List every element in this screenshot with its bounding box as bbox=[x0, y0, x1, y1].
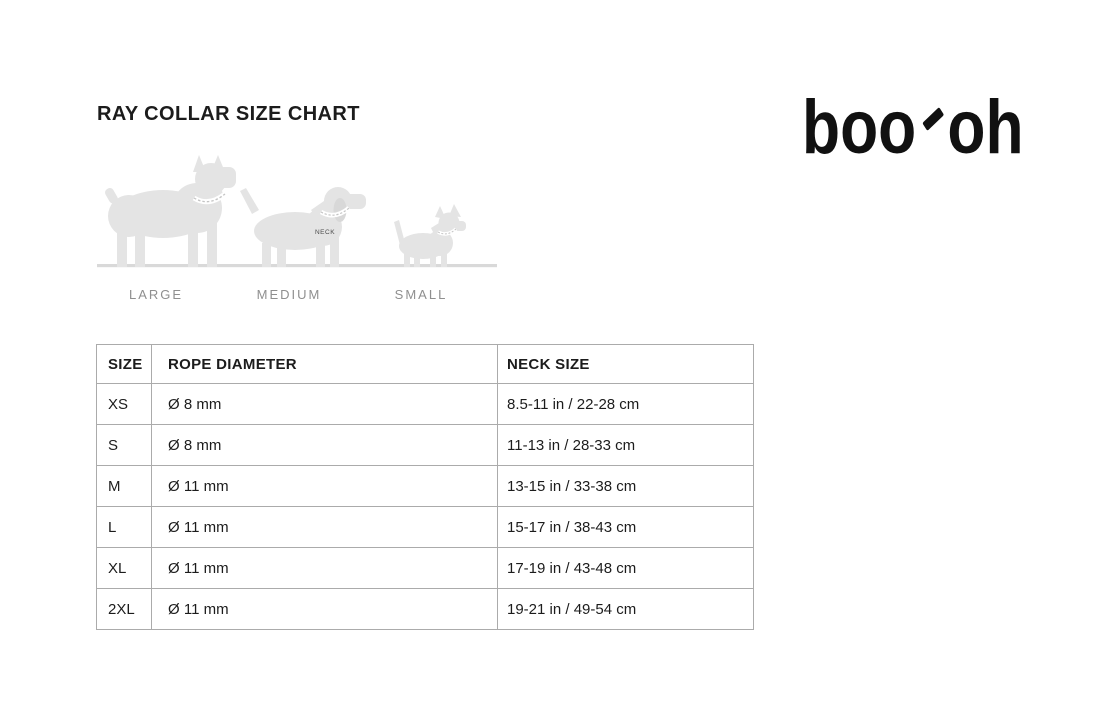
header-rope-diameter: ROPE DIAMETER bbox=[152, 345, 498, 384]
rope-diameter-cell: Ø 11 mm bbox=[152, 466, 498, 507]
size-cell: M bbox=[97, 466, 152, 507]
size-cell: XL bbox=[97, 548, 152, 589]
table-row bbox=[97, 548, 754, 589]
size-cell: XS bbox=[97, 384, 152, 425]
neck-size-cell: 17-19 in / 43-48 cm bbox=[498, 548, 754, 589]
label-small: SMALL bbox=[394, 287, 448, 302]
header-neck-size: NECK SIZE bbox=[498, 345, 754, 384]
label-medium: MEDIUM bbox=[256, 287, 322, 302]
size-cell: L bbox=[97, 507, 152, 548]
neck-size-cell: 8.5-11 in / 22-28 cm bbox=[498, 384, 754, 425]
table-header-row bbox=[97, 345, 754, 384]
neck-size-cell: 19-21 in / 49-54 cm bbox=[498, 589, 754, 630]
table-row bbox=[97, 425, 754, 466]
neck-size-cell: 11-13 in / 28-33 cm bbox=[498, 425, 754, 466]
table-row bbox=[97, 589, 754, 630]
small-dog-icon bbox=[394, 204, 466, 267]
size-cell: S bbox=[97, 425, 152, 466]
logo-accent-mark-icon bbox=[923, 107, 945, 131]
size-chart-table bbox=[96, 344, 754, 630]
ground-line bbox=[97, 264, 497, 267]
rope-diameter-cell: Ø 11 mm bbox=[152, 589, 498, 630]
neck-measure-label: NECK bbox=[314, 229, 336, 236]
logo-text-part1: boo bbox=[802, 85, 917, 170]
medium-dog-icon bbox=[240, 187, 366, 267]
dog-silhouettes-graphic bbox=[97, 150, 497, 275]
label-large: LARGE bbox=[128, 287, 184, 302]
page-title: RAY COLLAR SIZE CHART bbox=[97, 103, 360, 125]
logo-text-part2: oh bbox=[947, 85, 1024, 170]
rope-diameter-cell: Ø 11 mm bbox=[152, 507, 498, 548]
rope-diameter-cell: Ø 8 mm bbox=[152, 425, 498, 466]
large-dog-icon bbox=[104, 155, 236, 267]
dog-size-labels bbox=[97, 287, 497, 305]
rope-diameter-cell: Ø 8 mm bbox=[152, 384, 498, 425]
header-size: SIZE bbox=[97, 345, 152, 384]
dog-size-illustration bbox=[97, 150, 497, 275]
brand-logo bbox=[802, 85, 1024, 170]
rope-diameter-cell: Ø 11 mm bbox=[152, 548, 498, 589]
table-row bbox=[97, 466, 754, 507]
table-row bbox=[97, 507, 754, 548]
neck-size-cell: 15-17 in / 38-43 cm bbox=[498, 507, 754, 548]
neck-size-cell: 13-15 in / 33-38 cm bbox=[498, 466, 754, 507]
size-cell: 2XL bbox=[97, 589, 152, 630]
table-row bbox=[97, 384, 754, 425]
